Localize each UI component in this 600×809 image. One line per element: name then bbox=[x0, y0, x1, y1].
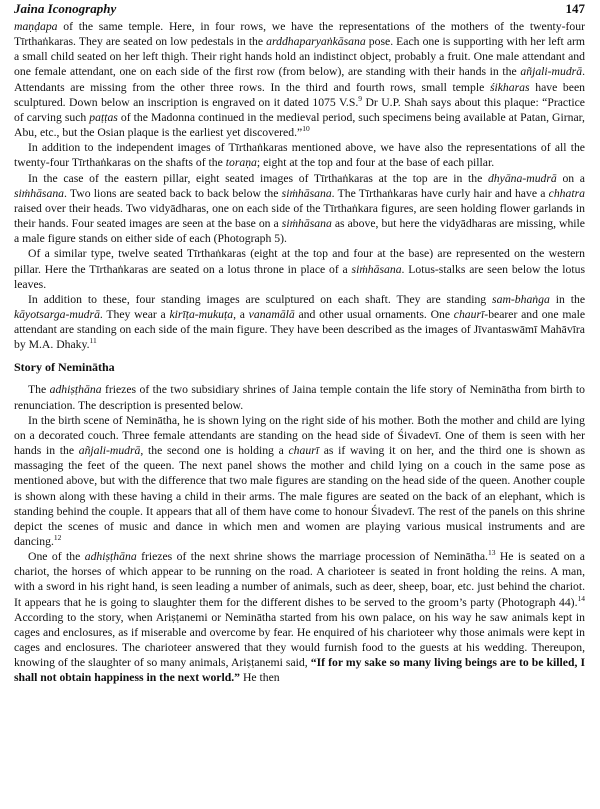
section-heading: Story of Neminātha bbox=[14, 360, 115, 375]
paragraph: In the case of the eastern pillar, eight seated images of Tīrthaṅkaras at the top are in the dhyāna-mudrā on a siṁhāsana. Two lions are seated back to back below the siṁhāsana. The Tīrthaṅkaras have curly hair and have a chhatra raised over their heads. Two vidyādharas, one on each side of the Tīrthaṅkara figures, are seen holding flower garlands in their hands. Four seated images are seen at the base on a siṁhāsana as above, but here the vidyādharas are missing, while a male figure stands on either side of each (Photograph 5). bbox=[14, 171, 585, 246]
paragraph: Of a similar type, twelve seated Tīrthaṅkaras (eight at the top and four at the base) are represented on the western pillar. Here the Tīrthaṅkaras are seated on a lotus throne in place of a siṁhāsana. Lotus-stalks are seen below the lotus leaves. bbox=[14, 247, 585, 291]
paragraph: The adhiṣṭhāna friezes of the two subsidiary shrines of Jaina temple contain the life story of Neminātha from birth to renunciation. The description is presented below. bbox=[14, 383, 586, 412]
body-text bbox=[14, 19, 585, 686]
running-title: Jaina Iconography bbox=[14, 1, 117, 16]
paragraph-group-bottom bbox=[14, 382, 585, 685]
paragraph: In the birth scene of Neminātha, he is shown lying on the right side of his mother. Both the mother and child are lying on a decorated couch. Three female attendants are standing on the head side of Śivadevī. One of them is seen with her hands in the añjali-mudrā, the second one is holding a chaurī as if waving it on her, and the third one is shown as massaging the feet of the queen. The next panel shows the mother and child lying on a couch in the same pose as mentioned above, but with the difference that two male figures are standing on the head side of the queen. Another couple is shown along with these having a child in their arms. The male figures are seated on the back of an elephant, which is standing behind the couple. It appears that all of them have come to honour Śivadevī. The rest of the panels on this shrine depict the scenes of music and dance in which men and women are playing various musical instruments and are dancing.$^{12}$ bbox=[14, 413, 585, 548]
paragraph: In addition to the independent images of Tīrthaṅkaras mentioned above, we have also the representations of all the twenty-four Tīrthaṅkaras on the shafts of the toraṇa; eight at the top and four at the base of each pillar. bbox=[14, 141, 585, 170]
page-number: 147 bbox=[565, 1, 585, 16]
paragraph: In addition to these, four standing images are sculptured on each shaft. They are standing sam-bhaṅga in the kāyotsarga-mudrā. They wear a kirīṭa-mukuṭa, a vanamālā and other usual ornaments. One chaurī-bearer and one male attendant are standing on each side of the main figure. They have been described as the images of Jīvantaswāmī Mahāvīra by M.A. Dhaky.$^{11}$ bbox=[14, 292, 586, 352]
paragraph: One of the adhiṣṭhāna friezes of the next shrine shows the marriage procession of Neminātha.$^{13}$ He is seated on a chariot, the horses of which appear to be running on the road. A charioteer is seated in front holding the reins. A man, with a sword in his right hand, is seen leading a number of animals, such as deer, sheep, boar, etc. just behind the chariot. It appears that he is going to slaughter them for the different dishes to be served to the groom’s party (Photograph 44).$^{14}$ According to the story, when Ariṣṭanemi or Neminātha started from his own palace, on his way he saw animals kept in cages and enclosures, as if miserable and overcome by fear. He enquired of his charioteer why those animals were kept in cages and enclosures. The charioteer answered that they would furnish food to the guests at his wedding. Thereupon, knowing of the slaughter of so many animals, Ariṣṭanemi said, “If for my sake so many living beings are to be killed, I shall not obtain happiness in the next world.” He then bbox=[14, 548, 585, 685]
running-header bbox=[14, 0, 585, 17]
paragraph: maṇḍapa of the same temple. Here, in four rows, we have the representations of the mothers of the twenty-four Tīrthaṅkaras. They are seated on low pedestals in the arddhaparyaṅkāsana pose. Each one is supporting with her left arm a small child seated on her left thigh. Their right hands hold an indistinct object, probably a fruit. One male attendant and one female attendant, one on each side of the first row (from below), are standing with their hands in the añjali-mudrā. Attendants are missing from the other three rows. In the third and fourth rows, small temple śikharas have been sculptured. Down below an inscription is engraved on it dated 1075 V.S.$^9$ Dr U.P. Shah says about this plaque: “Practice of carving such paṭṭas of the Madonna continued in the medieval period, such specimens being available at Patan, Girnar, Abu, etc., but the Osian plaque is the earliest yet discovered.”$^{10}$ bbox=[14, 20, 585, 140]
paragraph-group-top bbox=[14, 19, 585, 352]
